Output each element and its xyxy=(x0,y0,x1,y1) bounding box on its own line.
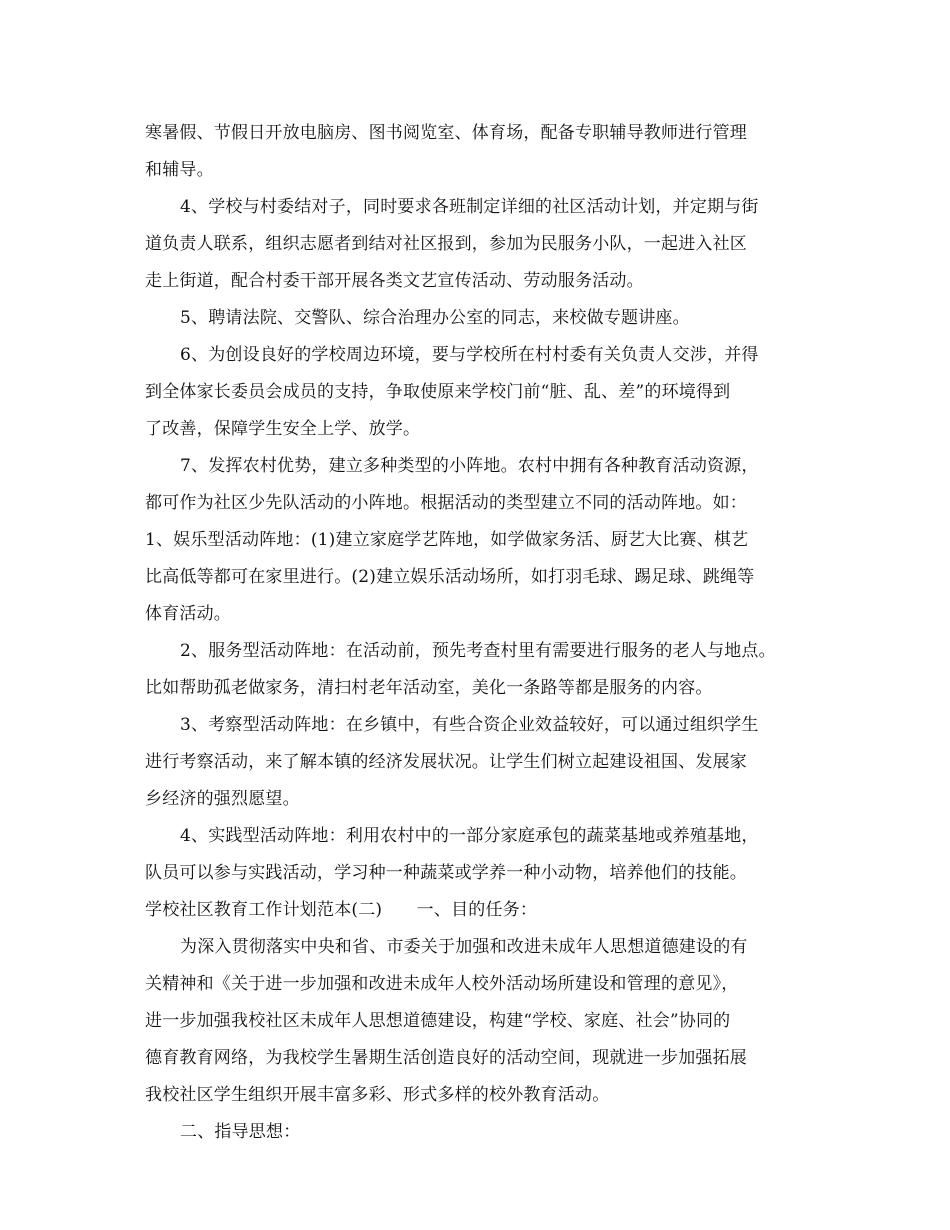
text-line: 关精神和《关于进一步加强和改进未成年人校外活动场所建设和管理的意见》， xyxy=(145,974,739,994)
text-line: 乡经济的强烈愿望。 xyxy=(145,789,300,809)
text-line: 都可作为社区少先队活动的小阵地。根据活动的类型建立不同的活动阵地。如： xyxy=(145,493,747,513)
text-line: 1、娱乐型活动阵地：(1)建立家庭学艺阵地，如学做家务活、厨艺大比赛、棋艺 xyxy=(145,530,749,550)
text-line: 我校社区学生组织开展丰富多彩、形式多样的校外教育活动。 xyxy=(145,1085,610,1105)
text-line: 比如帮助孤老做家务，清扫村老年活动室，美化一条路等都是服务的内容。 xyxy=(145,678,713,698)
text-line: 到全体家长委员会成员的支持，争取使原来学校门前“脏、乱、差”的环境得到 xyxy=(145,382,731,402)
text-line: 4、实践型活动阵地：利用农村中的一部分家庭承包的蔬菜基地或养殖基地， xyxy=(180,826,759,846)
text-line: 5、聘请法院、交警队、综合治理办公室的同志，来校做专题讲座。 xyxy=(180,308,690,328)
text-line: 道负责人联系，组织志愿者到结对社区报到，参加为民服务小队，一起进入社区 xyxy=(145,234,747,254)
text-line: 队员可以参与实践活动，学习种一种蔬菜或学养一种小动物，培养他们的技能。 xyxy=(145,863,747,883)
text-line: 为深入贯彻落实中央和省、市委关于加强和改进未成年人思想道德建设的有 xyxy=(180,937,748,957)
text-line: 6、为创设良好的学校周边环境，要与学校所在村村委有关负责人交涉，并得 xyxy=(180,345,759,365)
text-line: 了改善，保障学生安全上学、放学。 xyxy=(145,419,421,439)
text-line: 进一步加强我校社区未成年人思想道德建设，构建“学校、家庭、社会”协同的 xyxy=(145,1011,731,1031)
text-line: 2、服务型活动阵地：在活动前，预先考查村里有需要进行服务的老人与地点。 xyxy=(180,641,776,661)
section-heading: 二、指导思想： xyxy=(180,1122,301,1142)
text-line: 走上街道，配合村委干部开展各类文艺宣传活动、劳动服务活动。 xyxy=(145,271,644,291)
text-line: 7、发挥农村优势，建立多种类型的小阵地。农村中拥有各种教育活动资源， xyxy=(180,456,759,476)
text-line: 德育教育网络，为我校学生暑期生活创造良好的活动空间，现就进一步加强拓展 xyxy=(145,1048,747,1068)
text-line: 体育活动。 xyxy=(145,604,231,624)
text-line: 3、考察型活动阵地：在乡镇中，有些合资企业效益较好，可以通过组织学生 xyxy=(180,715,759,735)
text-line: 进行考察活动，来了解本镇的经济发展状况。让学生们树立起建设祖国、发展家 xyxy=(145,752,747,772)
text-line: 和辅导。 xyxy=(145,160,214,180)
text-line: 学校社区教育工作计划范本(二) 一、目的任务： xyxy=(145,900,538,920)
text-line: 4、学校与村委结对子，同时要求各班制定详细的社区活动计划，并定期与街 xyxy=(180,197,759,217)
text-line: 比高低等都可在家里进行。(2)建立娱乐活动场所，如打羽毛球、踢足球、跳绳等 xyxy=(145,567,755,587)
text-line: 寒暑假、节假日开放电脑房、图书阅览室、体育场，配备专职辅导教师进行管理 xyxy=(145,123,747,143)
